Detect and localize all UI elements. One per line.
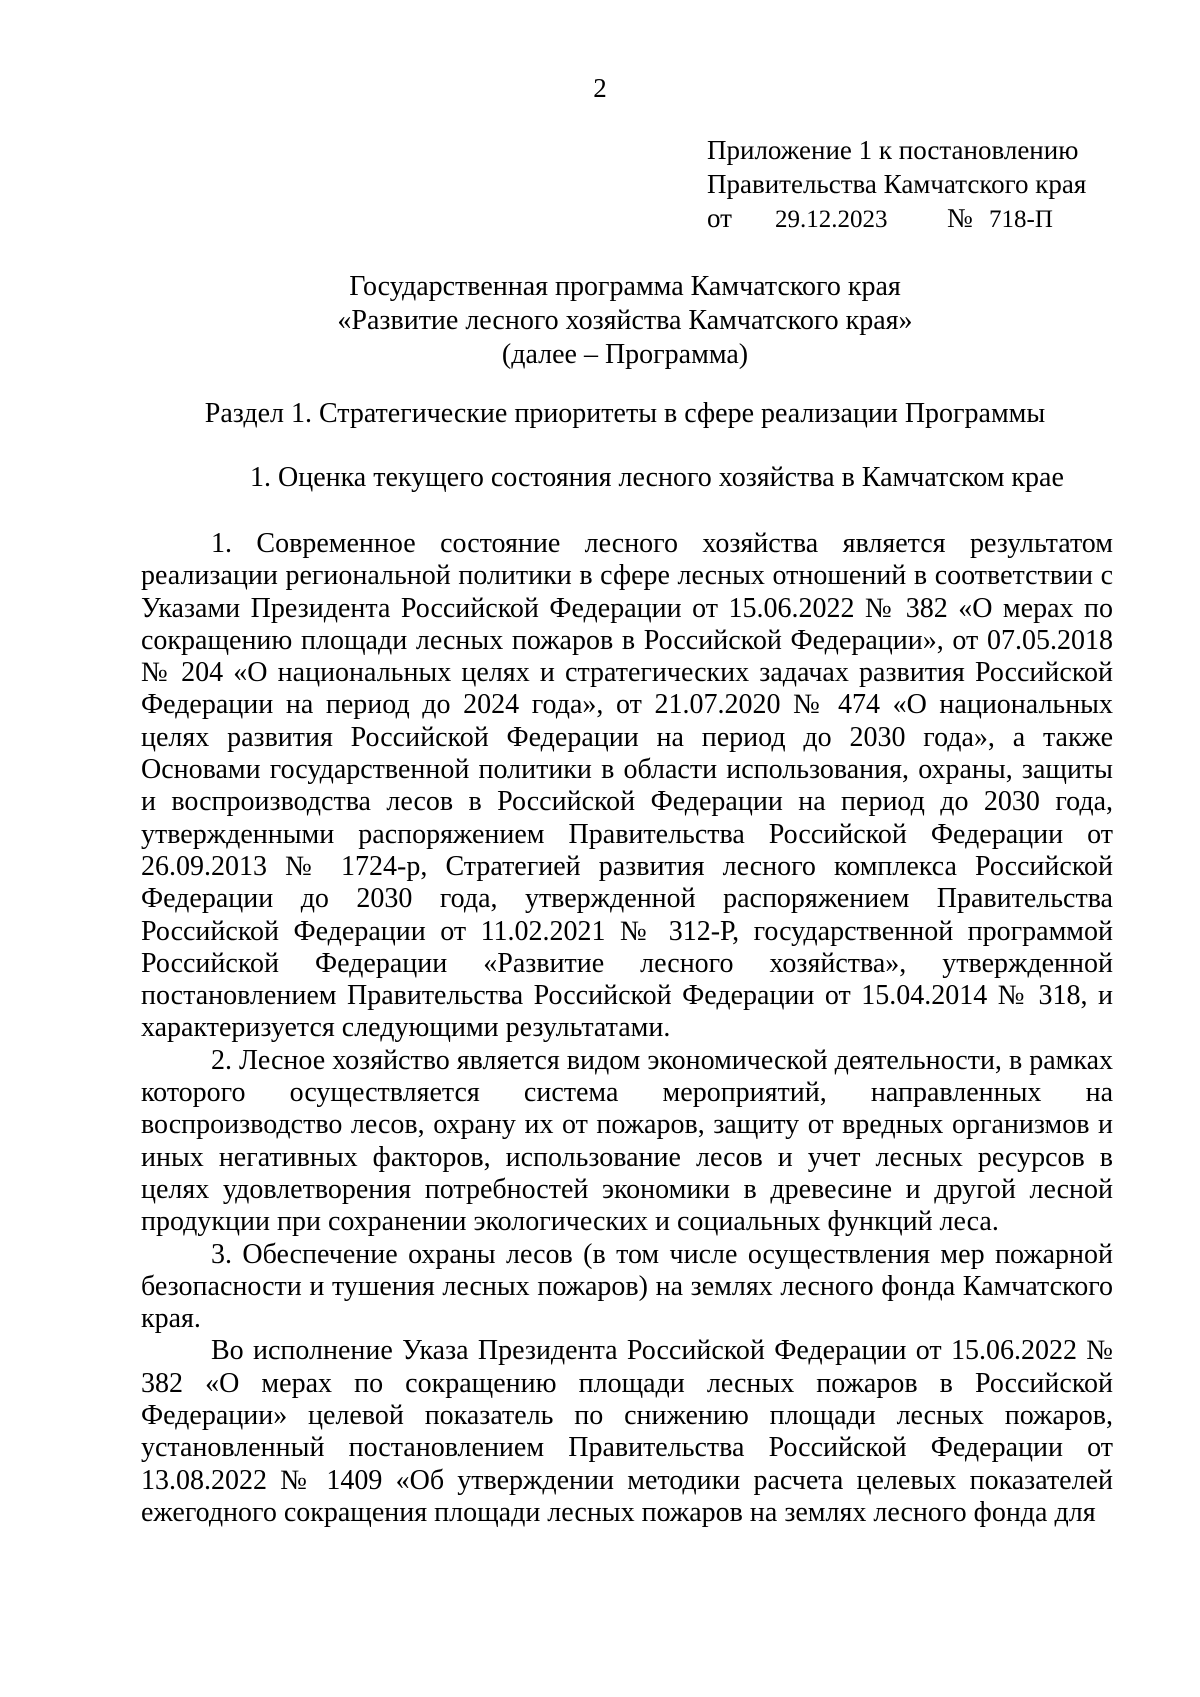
body-text — [141, 528, 1113, 1529]
page-number: 2 — [593, 73, 607, 103]
title-line-3: (далее – Программа) — [501, 339, 749, 370]
paragraph-4: Во исполнение Указа Президента Российской Федерации от 15.06.2022 № 382 «О мерах по сокращению площади лесных пожаров в Российской Федерации» целевой показатель по снижению площади лесных пожаров, установленный постановлением Правительства Российской Федерации от 13.08.2022 № 1409 «Об утверждении методики расчета целевых показателей ежегодного сокращения площади лесных пожаров на землях лесного фонда для — [141, 1335, 1113, 1528]
subsection-heading: 1. Оценка текущего состояния лесного хозяйства в Камчатском крае — [250, 462, 1064, 493]
program-title — [0, 270, 1200, 372]
title-line-1: Государственная программа Камчатского края — [349, 271, 901, 302]
decree-date: 29.12.2023 — [775, 206, 888, 233]
decree-number: 718-П — [989, 206, 1053, 233]
date-prefix: от — [707, 203, 732, 233]
appendix-line-2: Правительства Камчатского края — [707, 169, 1087, 199]
paragraph-3: 3. Обеспечение охраны лесов (в том числе осуществления мер пожарной безопасности и тушения лесных пожаров) на землях лесного фонда Камчатского края. — [141, 1238, 1113, 1335]
title-line-2: «Развитие лесного хозяйства Камчатского края» — [337, 305, 913, 336]
number-sign: № — [947, 203, 973, 233]
appendix-header — [707, 133, 1167, 237]
appendix-date-line — [707, 201, 1167, 237]
appendix-line-1: Приложение 1 к постановлению — [707, 135, 1079, 165]
section-heading: Раздел 1. Стратегические приоритеты в сфере реализации Программы — [204, 398, 1046, 429]
paragraph-1: 1. Современное состояние лесного хозяйства является результатом реализации региональной политики в сфере лесных отношений в соответствии с Указами Президента Российской Федерации от 15.06.2022 № 382 «О мерах по сокращению площади лесных пожаров в Российской Федерации», от 07.05.2018 № 204 «О национальных целях и стратегических задачах развития Российской Федерации на период до 2024 года», от 21.07.2020 № 474 «О национальных целях развития Российской Федерации на период до 2030 года», а также Основами государственной политики в области использования, охраны, защиты и воспроизводства лесов в Российской Федерации на период до 2030 года, утвержденными распоряжением Правительства Российской Федерации от 26.09.2013 № 1724-р, Стратегией развития лесного комплекса Российской Федерации до 2030 года, утвержденной распоряжением Правительства Российской Федерации от 11.02.2021 № 312-Р, государственной программой Российской Федерации «Развитие лесного хозяйства», утвержденной постановлением Правительства Российской Федерации от 15.04.2014 № 318, и характеризуется следующими результатами. — [141, 528, 1113, 1044]
paragraph-2: 2. Лесное хозяйство является видом экономической деятельности, в рамках которого осуществляется система мероприятий, направленных на воспроизводство лесов, охрану их от пожаров, защиту от вредных организмов и иных негативных факторов, использование лесов и учет лесных ресурсов в целях удовлетворения потребностей экономики в древесине и другой лесной продукции при сохранении экологических и социальных функций леса. — [141, 1044, 1113, 1238]
